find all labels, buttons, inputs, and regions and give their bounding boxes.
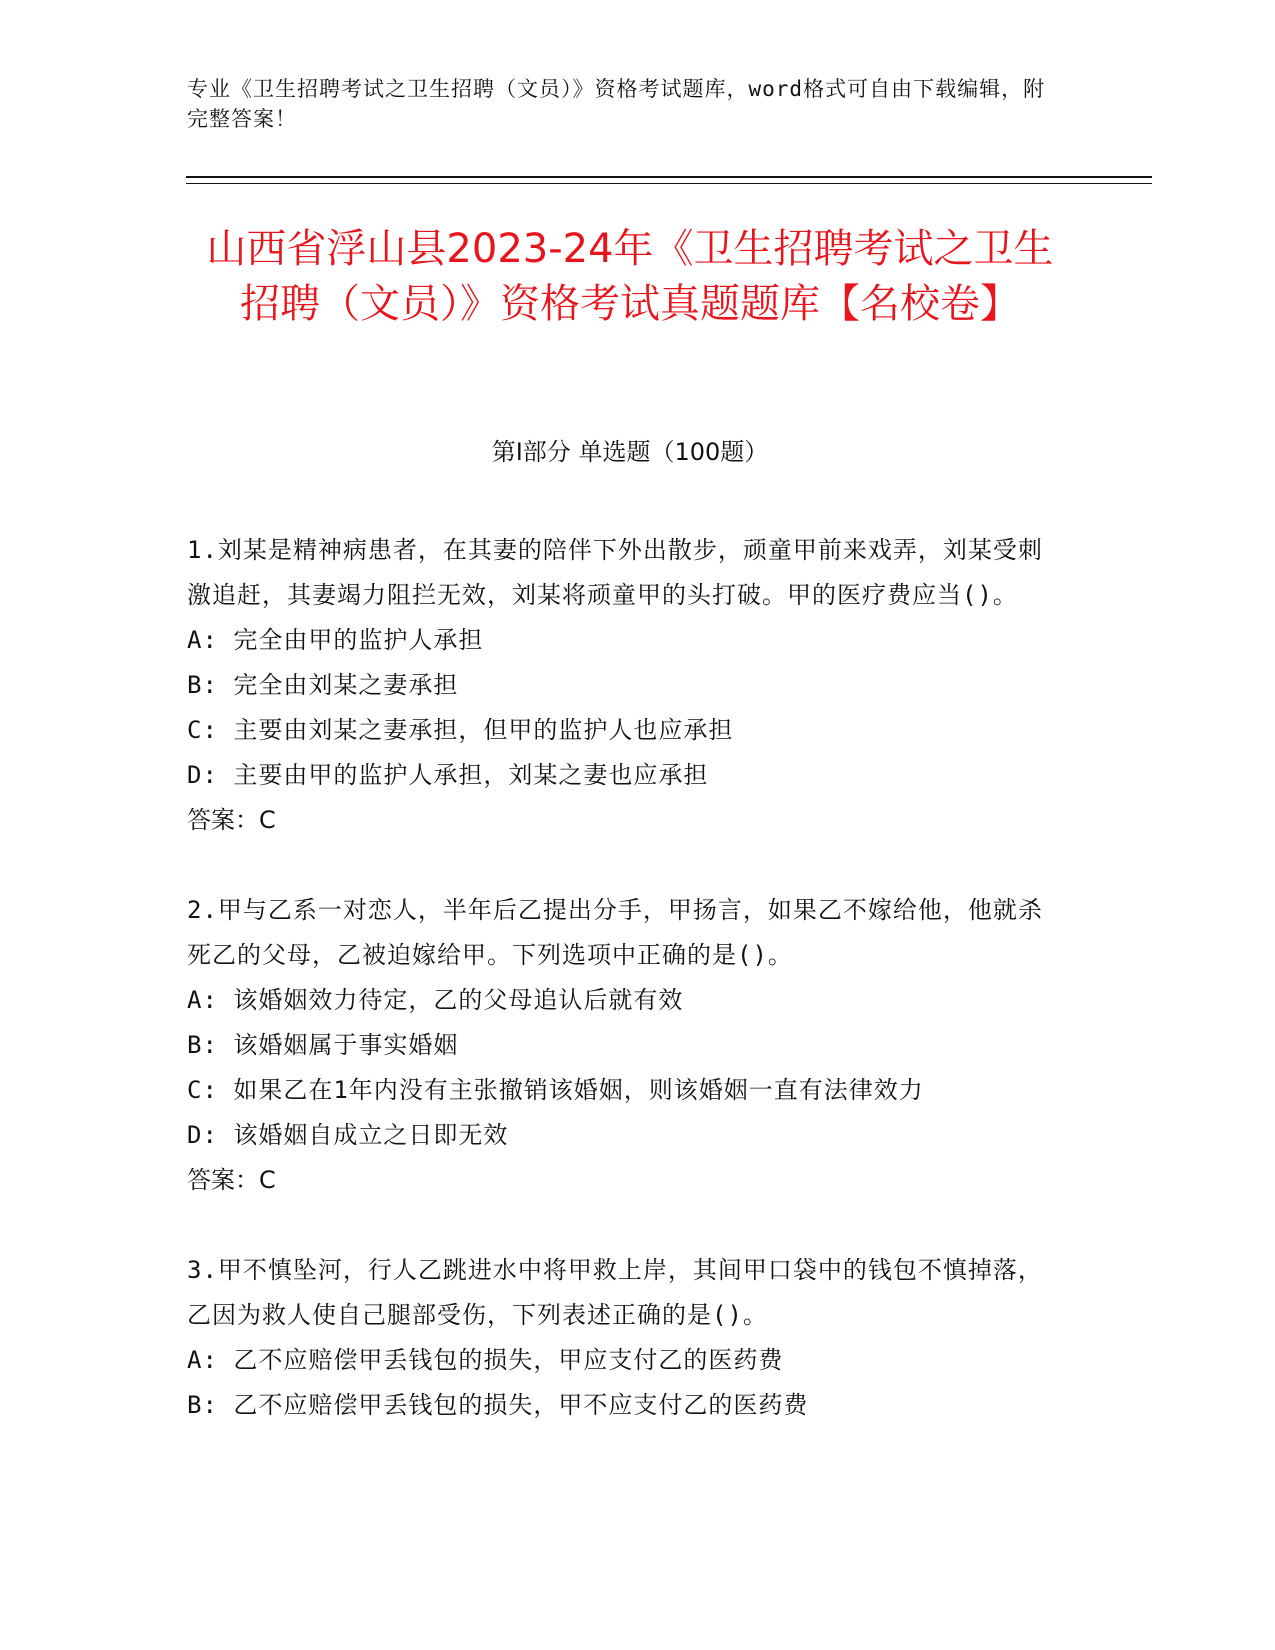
option-a: A: 该婚姻效力待定，乙的父母追认后就有效 [187, 986, 684, 1014]
option-a: A: 完全由甲的监护人承担 [187, 626, 484, 654]
option-c: C: 主要由刘某之妻承担，但甲的监护人也应承担 [187, 716, 734, 744]
option-b: B: 该婚姻属于事实婚姻 [187, 1031, 459, 1059]
option-c: C: 如果乙在1年内没有主张撤销该婚姻，则该婚姻一直有法律效力 [187, 1076, 924, 1104]
question-1 [187, 528, 1067, 843]
option-b: B: 完全由刘某之妻承担 [187, 671, 459, 699]
question-3 [187, 1248, 1067, 1428]
question-2 [187, 888, 1067, 1203]
section-heading: 第I部分 单选题（100题） [491, 438, 769, 466]
document-title: 山西省浮山县2023-24年《卫生招聘考试之卫生招聘（文员）》资格考试真题题库【名校卷】 [206, 226, 1054, 327]
question-stem: 1.刘某是精神病患者，在其妻的陪伴下外出散步，顽童甲前来戏弄，刘某受刺激追赶，其妻竭力阻拦无效，刘某将顽童甲的头打破。甲的医疗费应当()。 [187, 536, 1043, 609]
header-divider-thick [186, 176, 1152, 178]
answer: 答案：C [187, 1166, 276, 1194]
question-stem: 3.甲不慎坠河，行人乙跳进水中将甲救上岸，其间甲口袋中的钱包不慎掉落，乙因为救人使自己腿部受伤，下列表述正确的是()。 [187, 1256, 1043, 1329]
option-b: B: 乙不应赔偿甲丢钱包的损失，甲不应支付乙的医药费 [187, 1391, 809, 1419]
answer: 答案：C [187, 806, 276, 834]
header-divider-thin [186, 183, 1152, 184]
header-note: 专业《卫生招聘考试之卫生招聘（文员）》资格考试题库，word格式可自由下载编辑，附完整答案！ [187, 77, 1046, 131]
question-list [187, 528, 1067, 1428]
option-d: D: 该婚姻自成立之日即无效 [187, 1121, 509, 1149]
option-d: D: 主要由甲的监护人承担，刘某之妻也应承担 [187, 761, 709, 789]
option-a: A: 乙不应赔偿甲丢钱包的损失，甲应支付乙的医药费 [187, 1346, 784, 1374]
question-stem: 2.甲与乙系一对恋人，半年后乙提出分手，甲扬言，如果乙不嫁给他，他就杀死乙的父母，乙被迫嫁给甲。下列选项中正确的是()。 [187, 896, 1043, 969]
